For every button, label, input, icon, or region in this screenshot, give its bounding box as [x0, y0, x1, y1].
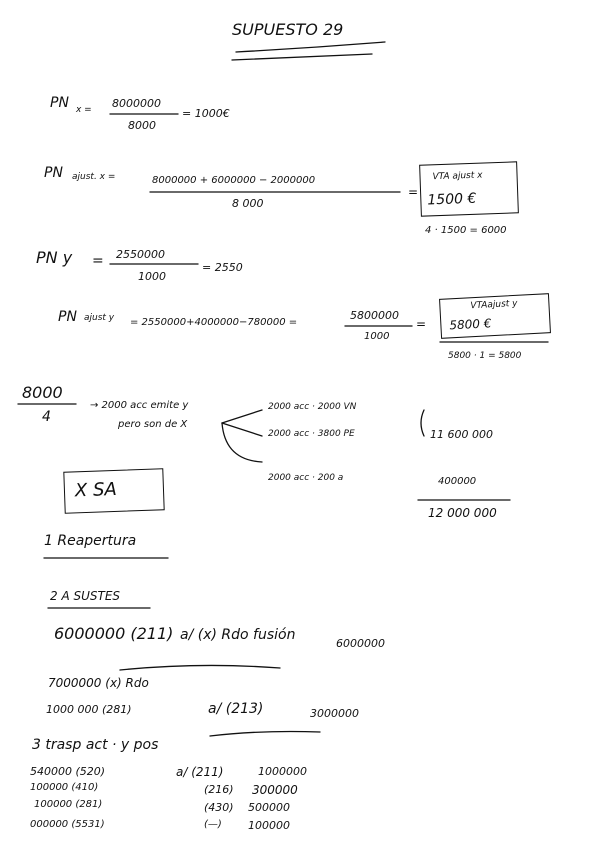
entry4-row2-mid: (216) [204, 783, 234, 796]
emission-denominator: 4 [42, 409, 51, 425]
pnajy-denominator: 1000 [364, 331, 390, 342]
entry4-row4-right: 100000 [248, 819, 290, 832]
pnx-label: PN [50, 95, 69, 111]
pnajy-numerator: 5800000 [350, 309, 399, 322]
entry-overline [120, 665, 280, 670]
entry1-mid: a/ (x) Rdo fusión [180, 627, 296, 643]
vta-ajust-x-title: VTA ajust x [432, 170, 483, 183]
pny-eq: = [92, 253, 104, 269]
entry4-row4-left: 000000 (5531) [30, 819, 105, 830]
emission-line2: pero son de X [118, 419, 188, 430]
pnajx-sub: ajust. x = [72, 172, 116, 182]
entry4-row1-right: 1000000 [258, 765, 307, 778]
pnajy-sub: ajust y [84, 313, 115, 323]
vta-ajust-x-box [419, 161, 519, 216]
pnajy-label: PN [58, 309, 77, 325]
xsa-box [63, 468, 164, 513]
pny-numerator: 2550000 [116, 248, 165, 261]
step1-heading: 1 Reapertura [44, 533, 137, 549]
title-underline-1 [236, 42, 385, 52]
pny-label: PN y [36, 248, 73, 267]
branch-arrow-3 [222, 423, 262, 462]
vta-ajust-y-box [439, 293, 551, 339]
pnajy-eq: = [416, 317, 427, 331]
title-underline-2 [232, 54, 372, 60]
brace [421, 410, 424, 436]
branch-arrow-2 [222, 423, 262, 436]
branch-arrow-1 [222, 410, 262, 423]
entry-overline-2 [210, 732, 320, 737]
xsa-label: X SA [74, 478, 118, 502]
entry3-left: 1000 000 (281) [46, 703, 132, 716]
pnajy-note: 5800 · 1 = 5800 [448, 351, 522, 361]
emission-brace-total: 11 600 000 [430, 428, 493, 441]
emission-line1: → 2000 acc emite y [90, 400, 189, 411]
entry1-left: 6000000 (211) [54, 624, 174, 643]
entry4-row1-mid: a/ (211) [176, 765, 224, 779]
pnx-numerator: 8000000 [112, 97, 161, 110]
pnajx-note: 4 · 1500 = 6000 [425, 225, 507, 236]
entry4-row3-left: 100000 (281) [34, 799, 103, 810]
step3-heading: 3 trasp act · y pos [32, 737, 159, 753]
emission-numerator: 8000 [22, 383, 63, 402]
entry3-right: 3000000 [310, 707, 359, 720]
pnajx-eq: = [408, 185, 419, 199]
entry4-row3-right: 500000 [248, 801, 290, 814]
pnajx-denominator: 8 000 [232, 197, 264, 210]
pnajx-numerator: 8000000 + 6000000 − 2000000 [152, 175, 316, 186]
pny-denominator: 1000 [138, 270, 166, 283]
pnx-result: = 1000€ [182, 107, 230, 120]
entry2-left: 7000000 (x) Rdo [48, 676, 149, 690]
entry4-row2-right: 300000 [252, 783, 298, 797]
entry4-row4-mid: (—) [204, 819, 222, 830]
vta-ajust-y-value: 5800 € [449, 316, 492, 333]
vta-ajust-y-title: VTAajust y [470, 298, 518, 312]
pnajx-label: PN [44, 165, 63, 181]
entry4-row2-left: 100000 (410) [30, 782, 99, 793]
step2-heading: 2 A SUSTES [50, 589, 121, 603]
emission-branch1: 2000 acc · 2000 VN [268, 402, 357, 412]
pnx-denominator: 8000 [128, 119, 156, 132]
entry4-row1-left: 540000 (520) [30, 765, 106, 778]
emission-branch3-result: 400000 [438, 476, 477, 487]
emission-total: 12 000 000 [428, 506, 497, 520]
pnajy-expr: = 2550000+4000000−780000 = [130, 317, 298, 328]
pnx-sub: x = [76, 105, 92, 115]
emission-branch3: 2000 acc · 200 a [268, 473, 344, 483]
vta-ajust-x-value: 1500 € [427, 190, 477, 209]
entry3-mid: a/ (213) [208, 701, 264, 717]
entry4-row3-mid: (430) [204, 801, 234, 814]
entry1-right: 6000000 [336, 637, 385, 650]
emission-branch2: 2000 acc · 3800 PE [268, 429, 355, 439]
pny-result: = 2550 [202, 261, 243, 274]
page-title: SUPUESTO 29 [232, 20, 344, 39]
